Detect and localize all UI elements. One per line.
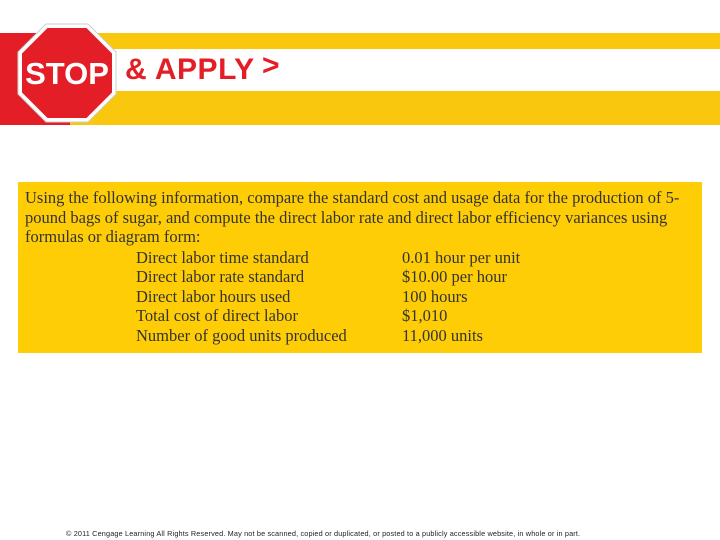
table-row bbox=[136, 287, 520, 307]
copyright-notice: © 2011 Cengage Learning All Rights Reserved. May not be scanned, copied or duplicated, or posted to a publicly accessible website, in whole or in part. bbox=[66, 529, 581, 538]
stop-sign-label: STOP bbox=[25, 56, 109, 91]
chevron-right-icon: > bbox=[262, 49, 280, 82]
table-row bbox=[136, 306, 520, 326]
exercise-intro: Using the following information, compare the standard cost and usage data for the production of 5-pound bags of sugar, and compute the direct labor rate and direct labor efficiency variances using formulas or diagram form: bbox=[25, 188, 680, 246]
stop-sign-icon bbox=[16, 22, 118, 124]
row-label: Direct labor rate standard bbox=[136, 267, 305, 286]
row-label: Direct labor hours used bbox=[136, 286, 291, 306]
data-table bbox=[136, 248, 520, 346]
row-label: Direct labor time standard bbox=[136, 247, 309, 267]
row-value: 100 hours bbox=[402, 286, 468, 306]
table-row bbox=[136, 267, 520, 287]
row-label: Number of good units produced bbox=[136, 325, 347, 345]
apply-title: & APPLY bbox=[125, 53, 255, 86]
table-row bbox=[136, 326, 520, 346]
row-value: $10.00 per hour bbox=[402, 267, 507, 286]
row-value: 11,000 units bbox=[402, 325, 483, 345]
exercise-panel bbox=[18, 182, 702, 353]
table-row bbox=[136, 248, 520, 268]
row-label: Total cost of direct labor bbox=[136, 306, 298, 325]
row-value: $1,010 bbox=[402, 306, 448, 325]
row-value: 0.01 hour per unit bbox=[402, 247, 521, 267]
